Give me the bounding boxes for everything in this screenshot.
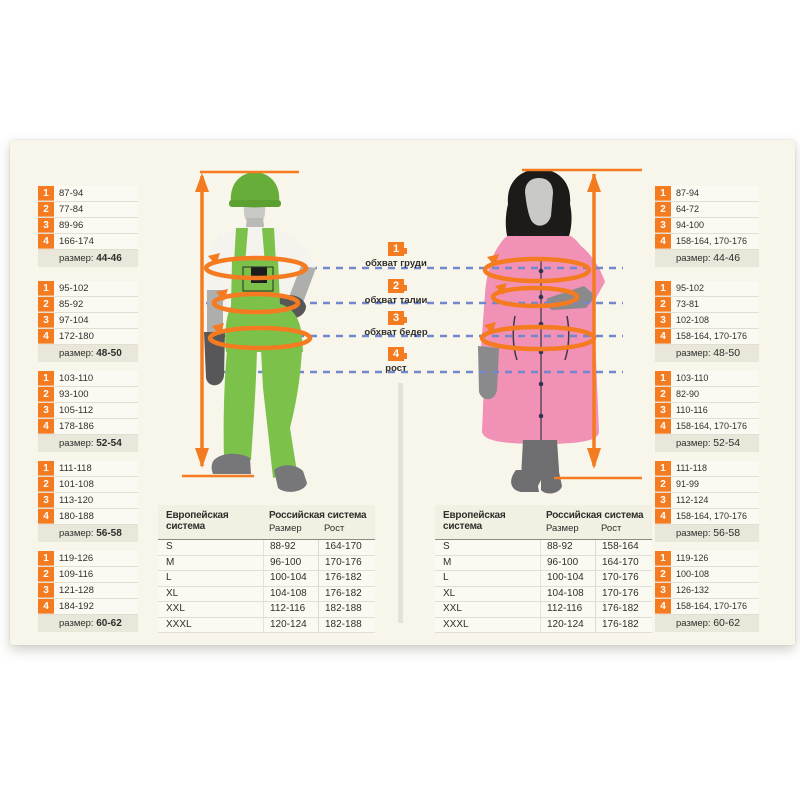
table-row: XXXL 120-124 176-182 xyxy=(435,618,652,634)
table-header xyxy=(158,505,375,540)
size-row xyxy=(38,234,138,250)
size-value: 56-58 xyxy=(713,527,741,539)
size-row xyxy=(655,567,759,583)
table-row: S 88-92 158-164 xyxy=(435,540,652,556)
women-size-group-5 xyxy=(655,551,759,632)
measurement-range: 87-94 xyxy=(676,188,700,198)
measure-number-badge: 4 xyxy=(388,347,404,361)
measurement-range: 73-81 xyxy=(676,299,700,309)
table-row: L 100-104 176-182 xyxy=(158,571,375,587)
size-total-row xyxy=(655,525,759,542)
row-number-badge: 3 xyxy=(655,493,671,508)
size-row xyxy=(655,583,759,599)
size-total-row xyxy=(655,345,759,362)
measurement-range: 77-84 xyxy=(59,204,84,215)
measurement-range: 119-126 xyxy=(59,553,94,564)
size-total-row xyxy=(655,435,759,452)
size-row xyxy=(38,281,138,297)
size-label: размер: xyxy=(59,528,94,539)
size-row xyxy=(655,403,759,419)
measurement-range: 91-99 xyxy=(676,479,700,489)
row-number-badge: 4 xyxy=(38,419,54,434)
measurement-range: 126-132 xyxy=(676,585,710,595)
size-label: размер: xyxy=(676,528,711,539)
size-total-row xyxy=(38,525,138,542)
size-row xyxy=(655,329,759,345)
size-row xyxy=(38,297,138,313)
row-number-badge: 2 xyxy=(38,477,54,492)
measurement-range: 178-186 xyxy=(59,421,94,432)
size-row xyxy=(38,387,138,403)
measure-label-height xyxy=(356,344,436,374)
size-row xyxy=(38,313,138,329)
measurement-range: 100-108 xyxy=(676,569,710,579)
size-label: размер: xyxy=(676,253,711,264)
size-row xyxy=(38,371,138,387)
row-number-badge: 4 xyxy=(655,329,671,344)
measurement-range: 113-120 xyxy=(59,495,94,506)
size-value: 56-58 xyxy=(96,528,122,539)
table-row: XL 104-108 170-176 xyxy=(435,587,652,603)
size-row xyxy=(38,509,138,525)
measurement-range: 166-174 xyxy=(59,236,94,247)
measure-number-badge: 1 xyxy=(388,242,404,256)
measurement-range: 110-116 xyxy=(676,405,708,415)
row-number-badge: 1 xyxy=(38,461,54,476)
table-row: M 96-100 164-170 xyxy=(435,556,652,572)
size-chart-panel xyxy=(10,140,795,645)
row-number-badge: 1 xyxy=(655,461,671,476)
row-number-badge: 3 xyxy=(38,583,54,598)
size-row xyxy=(655,387,759,403)
women-size-group-3 xyxy=(655,371,759,452)
row-number-badge: 3 xyxy=(655,583,671,598)
table-row: XXL 112-116 182-188 xyxy=(158,602,375,618)
size-label: размер: xyxy=(59,438,94,449)
row-number-badge: 1 xyxy=(38,551,54,566)
row-number-badge: 3 xyxy=(38,403,54,418)
measurement-range: 101-108 xyxy=(59,479,94,490)
row-number-badge: 4 xyxy=(655,509,671,524)
measurement-range: 85-92 xyxy=(59,299,84,310)
measurement-range: 158-164, 170-176 xyxy=(676,421,748,431)
euro-system-header: Европейская система xyxy=(443,510,506,532)
women-size-group-2 xyxy=(655,281,759,362)
measure-label-text: рост xyxy=(385,363,407,374)
size-row xyxy=(38,567,138,583)
row-number-badge: 3 xyxy=(38,218,54,233)
measurement-range: 158-164, 170-176 xyxy=(676,236,748,246)
size-row xyxy=(655,493,759,509)
size-total-row xyxy=(655,250,759,267)
size-value: 44-46 xyxy=(96,253,122,264)
size-row xyxy=(655,202,759,218)
measure-label-text: обхват бедер xyxy=(364,327,428,338)
measurement-range: 109-116 xyxy=(59,569,94,580)
size-row xyxy=(655,186,759,202)
size-row xyxy=(655,551,759,567)
measure-label-text: обхват талии xyxy=(364,295,428,306)
measurement-range: 97-104 xyxy=(59,315,89,326)
row-number-badge: 2 xyxy=(655,297,671,312)
measure-label-chest xyxy=(356,239,436,269)
measurement-range: 64-72 xyxy=(676,204,700,214)
size-value: 52-54 xyxy=(96,438,122,449)
size-label: размер: xyxy=(59,348,94,359)
table-row: XXXL 120-124 182-188 xyxy=(158,618,375,634)
size-row xyxy=(655,419,759,435)
size-label: размер: xyxy=(676,438,711,449)
row-number-badge: 4 xyxy=(38,509,54,524)
row-number-badge: 2 xyxy=(655,202,671,217)
size-row xyxy=(38,403,138,419)
size-row xyxy=(655,218,759,234)
size-row xyxy=(655,461,759,477)
measurement-range: 103-110 xyxy=(59,373,94,384)
size-label: размер: xyxy=(676,348,711,359)
rus-system-header: Российская система Размер Рост xyxy=(540,505,652,539)
row-number-badge: 4 xyxy=(38,234,54,249)
men-size-group-3 xyxy=(38,371,138,452)
measurement-range: 95-102 xyxy=(59,283,89,294)
men-size-group-5 xyxy=(38,551,138,632)
size-label: размер: xyxy=(676,618,711,629)
size-value: 48-50 xyxy=(96,348,122,359)
height-column-header: Рост xyxy=(324,523,345,534)
row-number-badge: 2 xyxy=(38,387,54,402)
size-label: размер: xyxy=(59,618,94,629)
row-number-badge: 3 xyxy=(655,403,671,418)
size-row xyxy=(655,371,759,387)
row-number-badge: 1 xyxy=(655,551,671,566)
size-value: 52-54 xyxy=(713,437,741,449)
table-row: M 96-100 170-176 xyxy=(158,556,375,572)
row-number-badge: 3 xyxy=(655,313,671,328)
size-column-header: Размер xyxy=(546,523,579,534)
size-row xyxy=(38,551,138,567)
row-number-badge: 2 xyxy=(38,567,54,582)
row-number-badge: 4 xyxy=(38,329,54,344)
measurement-range: 180-188 xyxy=(59,511,94,522)
size-row xyxy=(38,419,138,435)
measurement-range: 111-118 xyxy=(59,463,92,474)
size-row xyxy=(655,234,759,250)
row-number-badge: 4 xyxy=(655,234,671,249)
table-row: L 100-104 170-176 xyxy=(435,571,652,587)
size-row xyxy=(655,313,759,329)
row-number-badge: 1 xyxy=(38,371,54,386)
measurement-range: 112-124 xyxy=(676,495,709,505)
measurement-range: 95-102 xyxy=(676,283,705,293)
size-row xyxy=(38,218,138,234)
size-value: 60-62 xyxy=(96,618,122,629)
size-row xyxy=(38,329,138,345)
size-row xyxy=(38,461,138,477)
size-label: размер: xyxy=(59,253,94,264)
measurement-range: 184-192 xyxy=(59,601,94,612)
row-number-badge: 2 xyxy=(655,477,671,492)
table-row: S 88-92 164-170 xyxy=(158,540,375,556)
size-row xyxy=(38,493,138,509)
size-value: 60-62 xyxy=(713,617,741,629)
measurement-range: 158-164, 170-176 xyxy=(676,601,748,611)
size-row xyxy=(655,477,759,493)
row-number-badge: 2 xyxy=(38,202,54,217)
size-row xyxy=(38,599,138,615)
height-column-header: Рост xyxy=(601,523,622,534)
measurement-range: 105-112 xyxy=(59,405,94,416)
size-value: 44-46 xyxy=(713,252,741,264)
measurement-range: 93-100 xyxy=(59,389,89,400)
measurement-range: 102-108 xyxy=(676,315,710,325)
men-conversion-table xyxy=(158,505,375,633)
measure-number-badge: 3 xyxy=(388,311,404,325)
men-size-group-1 xyxy=(38,186,138,267)
measure-label-waist xyxy=(356,276,436,306)
row-number-badge: 2 xyxy=(38,297,54,312)
row-number-badge: 1 xyxy=(38,281,54,296)
size-row xyxy=(38,202,138,218)
row-number-badge: 3 xyxy=(655,218,671,233)
measurement-range: 158-164, 170-176 xyxy=(676,511,748,521)
measure-label-text: обхват груди xyxy=(365,258,427,269)
size-total-row xyxy=(38,250,138,267)
euro-system-header: Европейская система xyxy=(166,510,229,532)
size-row xyxy=(38,186,138,202)
measurement-range: 172-180 xyxy=(59,331,94,342)
measurement-range: 82-90 xyxy=(676,389,700,399)
row-number-badge: 1 xyxy=(38,186,54,201)
table-header xyxy=(435,505,652,540)
measure-number-badge: 2 xyxy=(388,279,404,293)
row-number-badge: 2 xyxy=(655,387,671,402)
measurement-range: 89-96 xyxy=(59,220,84,231)
size-row xyxy=(38,477,138,493)
measurement-range: 119-126 xyxy=(676,553,709,563)
row-number-badge: 3 xyxy=(38,313,54,328)
size-row xyxy=(655,281,759,297)
row-number-badge: 4 xyxy=(655,599,671,614)
size-value: 48-50 xyxy=(713,347,741,359)
measurement-range: 87-94 xyxy=(59,188,84,199)
row-number-badge: 4 xyxy=(38,599,54,614)
center-divider xyxy=(398,383,403,623)
size-column-header: Размер xyxy=(269,523,302,534)
measurement-range: 103-110 xyxy=(676,373,709,383)
size-total-row xyxy=(38,615,138,632)
row-number-badge: 1 xyxy=(655,371,671,386)
size-total-row xyxy=(655,615,759,632)
table-row: XL 104-108 176-182 xyxy=(158,587,375,603)
measurement-range: 158-164, 170-176 xyxy=(676,331,748,341)
row-number-badge: 1 xyxy=(655,281,671,296)
row-number-badge: 2 xyxy=(655,567,671,582)
row-number-badge: 4 xyxy=(655,419,671,434)
measurement-range: 111-118 xyxy=(676,463,708,473)
size-row xyxy=(655,599,759,615)
row-number-badge: 3 xyxy=(38,493,54,508)
measure-label-hips xyxy=(356,308,436,338)
men-size-group-2 xyxy=(38,281,138,362)
measurement-range: 121-128 xyxy=(59,585,94,596)
table-row: XXL 112-116 176-182 xyxy=(435,602,652,618)
size-row xyxy=(655,297,759,313)
men-size-group-4 xyxy=(38,461,138,542)
size-total-row xyxy=(38,345,138,362)
women-size-group-1 xyxy=(655,186,759,267)
size-row xyxy=(655,509,759,525)
size-total-row xyxy=(38,435,138,452)
size-row xyxy=(38,583,138,599)
row-number-badge: 1 xyxy=(655,186,671,201)
rus-system-header: Российская система Размер Рост xyxy=(263,505,375,539)
measurement-range: 94-100 xyxy=(676,220,705,230)
women-conversion-table xyxy=(435,505,652,633)
women-size-group-4 xyxy=(655,461,759,542)
